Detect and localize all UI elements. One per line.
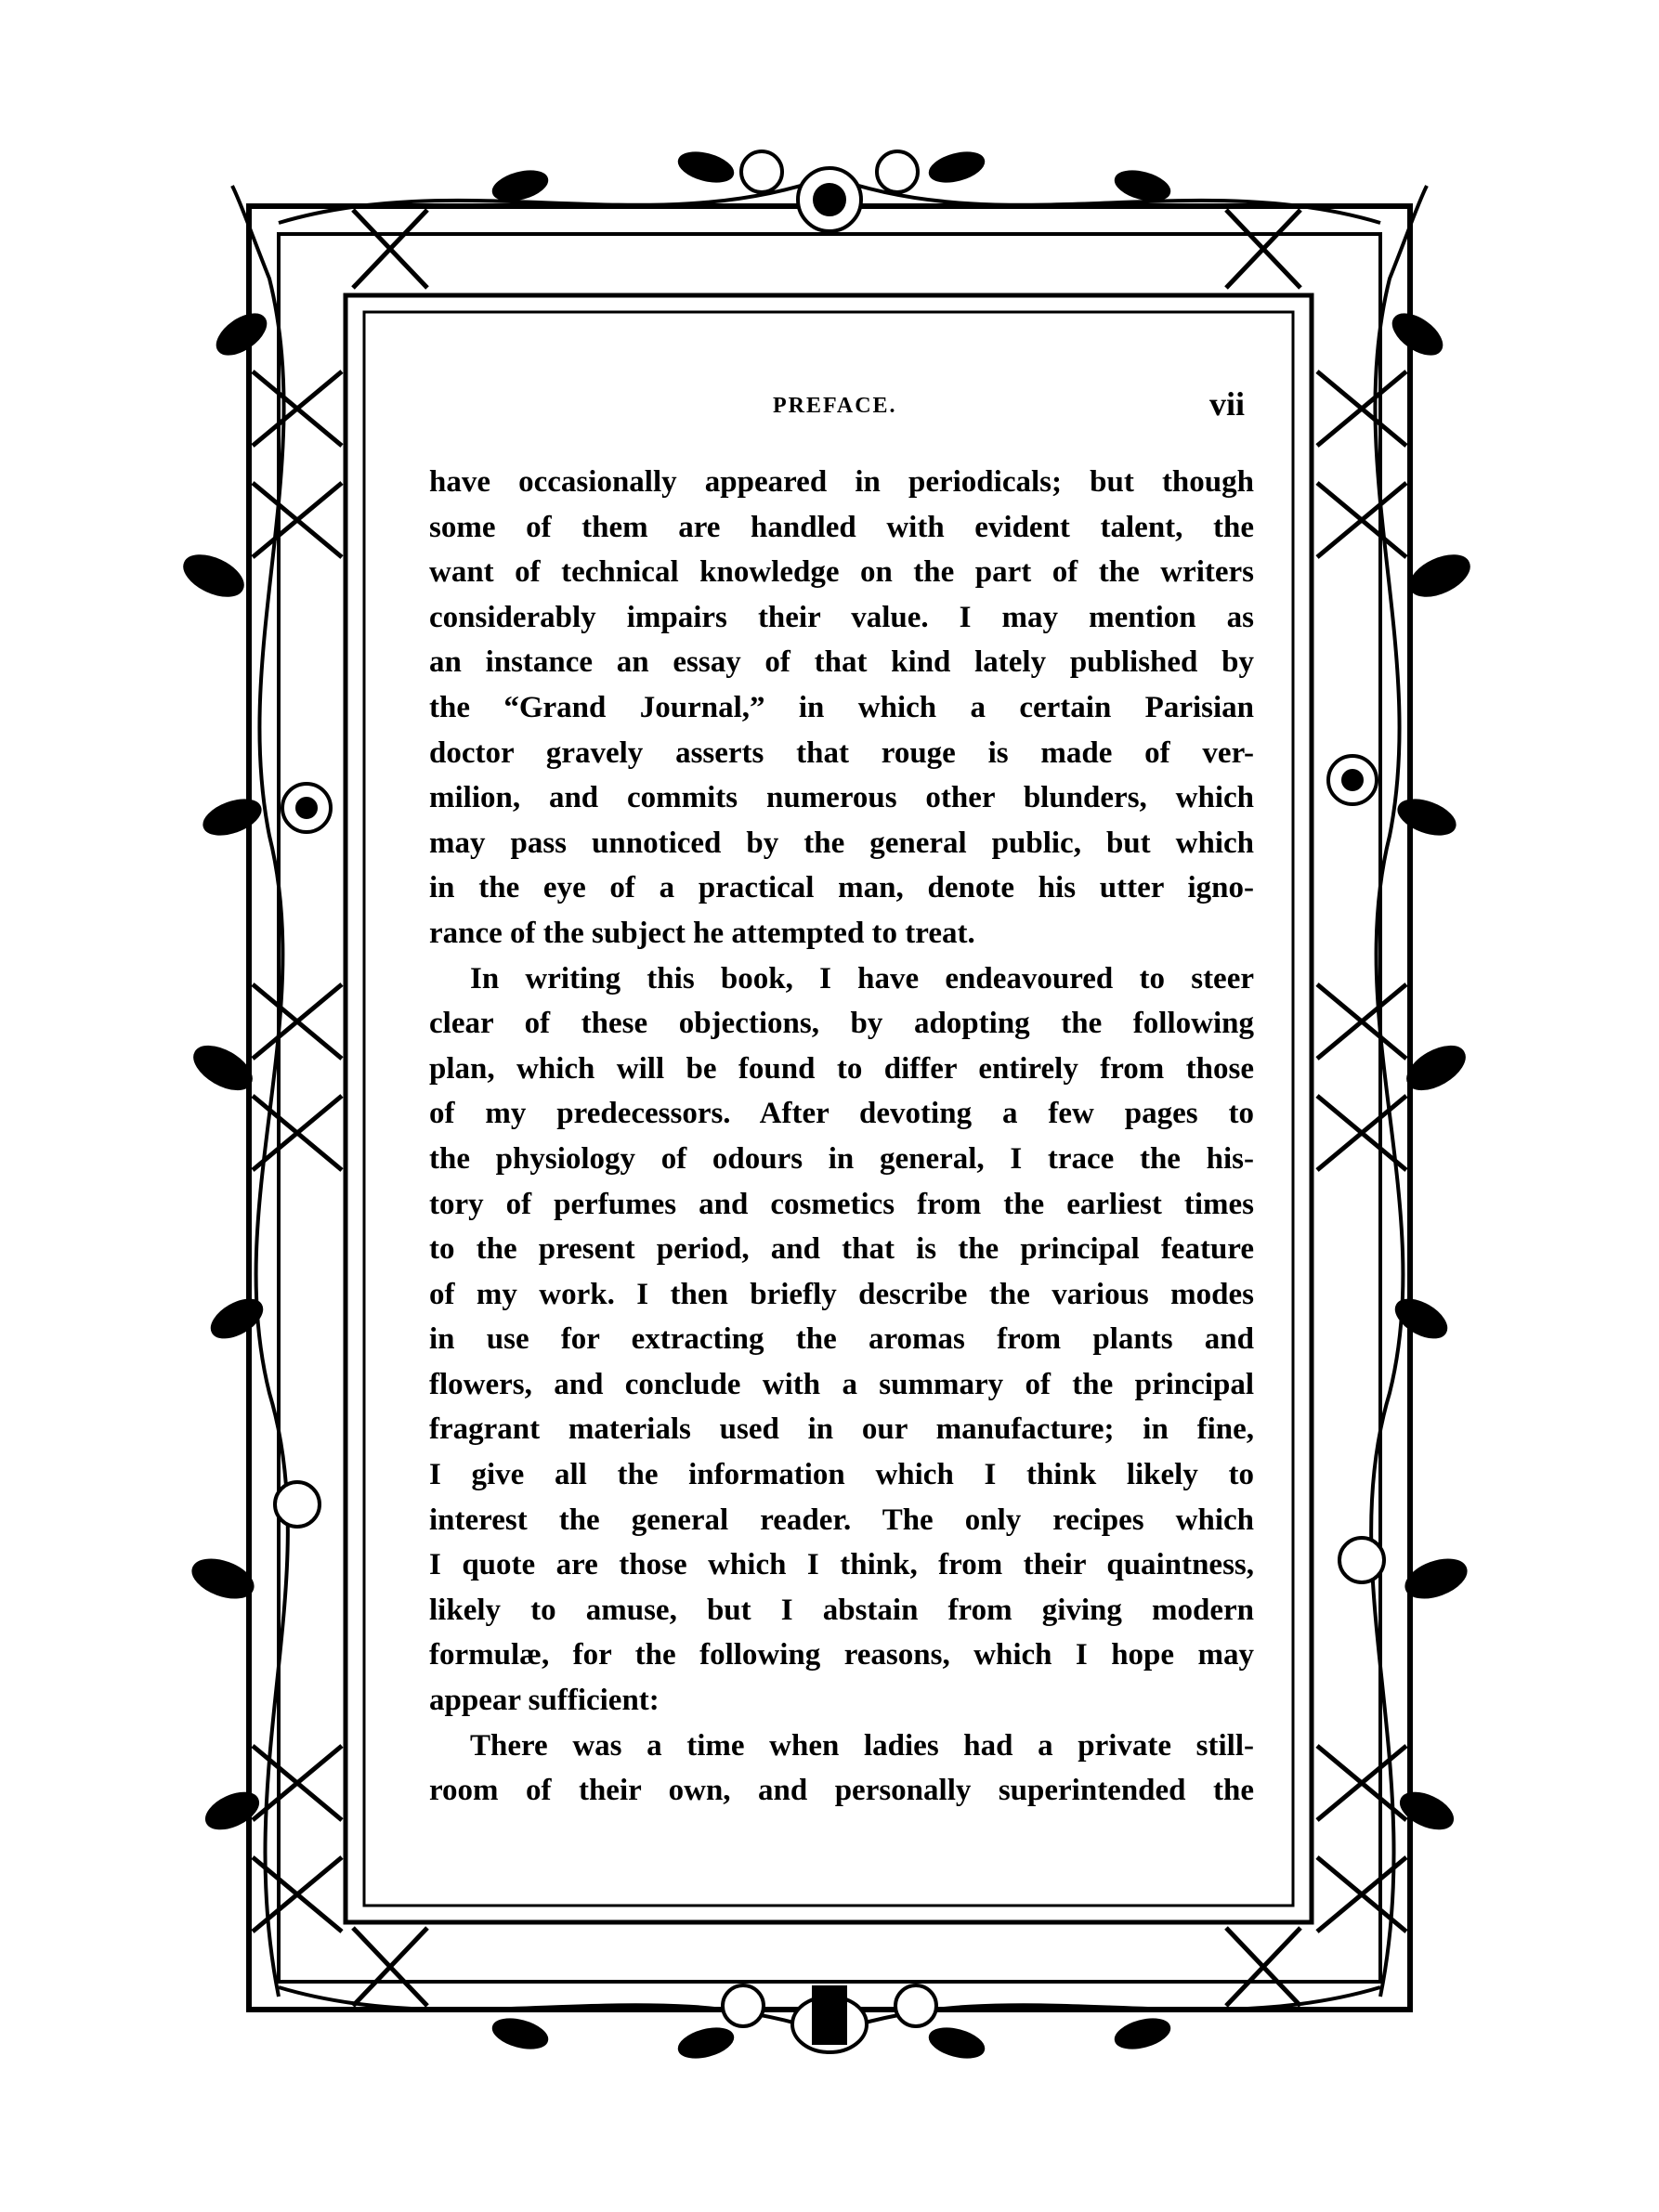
text-line: to the present period, and that is the principal feature [429, 1232, 1254, 1267]
text-line: want of technical knowledge on the part of the writers [429, 555, 1254, 590]
text-line: room of their own, and personally superintended the [429, 1774, 1254, 1808]
text-line: in the eye of a practical man, denote his utter igno- [429, 871, 1254, 905]
text-line: I give all the information which I think likely to [429, 1458, 1254, 1492]
text-line: flowers, and conclude with a summary of the principal [429, 1367, 1254, 1401]
text-line: doctor gravely asserts that rouge is made of ver- [429, 735, 1254, 770]
body-text [429, 460, 1254, 1814]
running-head [427, 379, 1245, 435]
text-line: in use for extracting the aromas from plants and [429, 1322, 1254, 1357]
text-line: the physiology of odours in general, I trace the his- [429, 1141, 1254, 1176]
text-line: fragrant materials used in our manufacture; in fine, [429, 1412, 1254, 1447]
text-line: have occasionally appeared in periodicals; but though [429, 465, 1254, 499]
text-line: I quote are those which I think, from their quaintness, [429, 1548, 1254, 1582]
text-line: milion, and commits numerous other blunders, which [429, 781, 1254, 815]
text-line: the “Grand Journal,” in which a certain Parisian [429, 690, 1254, 724]
text-line: In writing this book, I have endeavoured to steer [470, 961, 1254, 995]
page-number: vii [1208, 385, 1245, 423]
text-line: considerably impairs their value. I may mention as [429, 600, 1254, 634]
text-line: formulæ, for the following reasons, which I hope may [429, 1638, 1254, 1672]
text-line: of my work. I then briefly describe the various modes [429, 1277, 1254, 1311]
text-line: appear sufficient: [429, 1684, 660, 1718]
text-line: some of them are handled with evident talent, the [429, 510, 1254, 544]
running-title: PREFACE. [773, 394, 897, 418]
text-line: tory of perfumes and cosmetics from the earliest times [429, 1187, 1254, 1221]
text-line: plan, which will be found to differ entirely from those [429, 1051, 1254, 1086]
text-line: an instance an essay of that kind lately published by [429, 645, 1254, 680]
text-line: may pass unnoticed by the general public, but which [429, 826, 1254, 860]
text-line: likely to amuse, but I abstain from giving modern [429, 1593, 1254, 1627]
text-line: interest the general reader. The only recipes which [429, 1503, 1254, 1537]
text-line: There was a time when ladies had a private still- [470, 1728, 1254, 1763]
text-line: clear of these objections, by adopting the following [429, 1007, 1254, 1041]
text-line: rance of the subject he attempted to treat. [429, 916, 975, 950]
text-line: of my predecessors. After devoting a few pages to [429, 1097, 1254, 1131]
